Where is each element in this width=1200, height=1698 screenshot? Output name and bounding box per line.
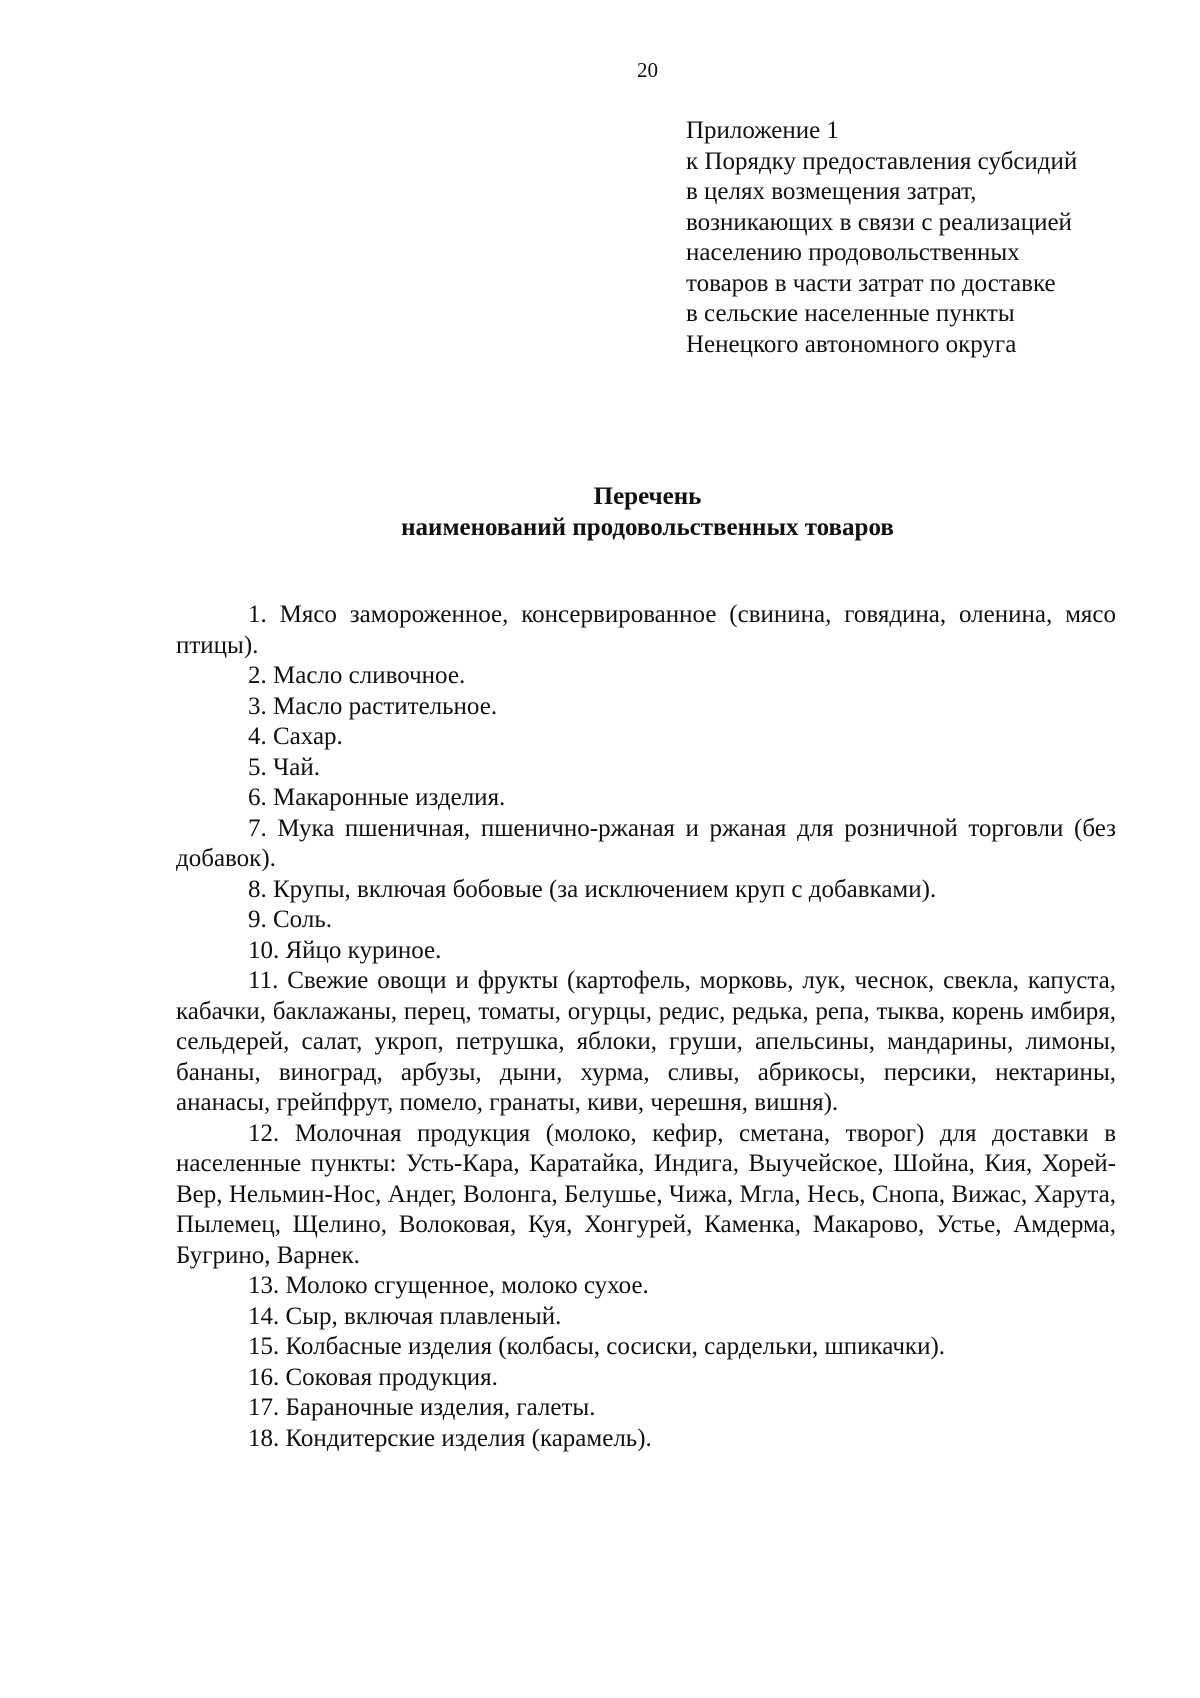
appendix-line: Ненецкого автономного округа — [686, 330, 1017, 358]
list-item: 13. Молоко сгущенное, молоко сухое. — [248, 1272, 649, 1299]
appendix-line: Приложение 1 — [686, 117, 839, 144]
list-item: 4. Сахар. — [248, 723, 343, 750]
list-item: 11. Свежие овощи и фрукты (картофель, морковь, лук, чеснок, свекла, капуста, кабачки, баклажаны, перец, томаты, огурцы, редис, редька, репа, тыква, корень имбиря, сельдерей, салат, укроп, петрушка, яблоки, груши, апельсины, мандарины, лимоны, бананы, виноград, арбузы, дыни, хурма, сливы, абрикосы, персики, нектарины, ананасы, грейпфрут, помело, гранаты, киви, черешня, вишня). — [176, 967, 1116, 1116]
list-item: 3. Масло растительное. — [248, 692, 498, 720]
appendix-line: населению продовольственных — [686, 239, 1020, 266]
list-item: 7. Мука пшеничная, пшенично-ржаная и ржаная для розничной торговли (без добавок). — [176, 814, 1116, 872]
list-item: 9. Соль. — [248, 906, 332, 933]
title-line-2: наименований продовольственных товаров — [401, 514, 894, 541]
appendix-line: к Порядку предоставления субсидий — [686, 147, 1078, 175]
list-item: 15. Колбасные изделия (колбасы, сосиски, сардельки, шпикачки). — [248, 1333, 946, 1360]
appendix-line: в сельские населенные пункты — [686, 300, 1015, 327]
list-item: 16. Соковая продукция. — [248, 1363, 498, 1391]
list-item: 14. Сыр, включая плавленый. — [248, 1302, 562, 1330]
appendix-header — [686, 116, 1186, 360]
list-item: 2. Масло сливочное. — [248, 662, 466, 689]
appendix-line: возникающих в связи с реализацией — [686, 208, 1072, 236]
document-title — [0, 481, 1200, 543]
title-line-1: Перечень — [593, 483, 702, 510]
list-item: 5. Чай. — [248, 753, 320, 781]
page-number: 20 — [637, 58, 658, 82]
list-item: 1. Мясо замороженное, консервированное (свинина, говядина, оленина, мясо птицы). — [176, 601, 1116, 659]
goods-list — [176, 600, 1116, 1454]
appendix-line: товаров в части затрат по доставке — [686, 269, 1056, 297]
list-item: 17. Бараночные изделия, галеты. — [248, 1394, 596, 1421]
list-item: 8. Крупы, включая бобовые (за исключением круп с добавками). — [248, 875, 937, 903]
list-item: 6. Макаронные изделия. — [248, 784, 506, 811]
list-item: 10. Яйцо куриное. — [248, 936, 442, 964]
list-item: 12. Молочная продукция (молоко, кефир, сметана, творог) для доставки в населенные пункты: Усть-Кара, Каратайка, Индига, Выучейское, Шойна, Кия, Хорей-Вер, Нельмин-Нос, Андег, Волонга, Белушье, Чижа, Мгла, Несь, Снопа, Вижас, Харута, Пылемец, Щелино, Волоковая, Куя, Хонгурей, Каменка, Макарово, Устье, Амдерма, Бугрино, Варнек. — [176, 1119, 1116, 1269]
appendix-line: в целях возмещения затрат, — [686, 178, 977, 205]
list-item: 18. Кондитерские изделия (карамель). — [248, 1424, 652, 1452]
